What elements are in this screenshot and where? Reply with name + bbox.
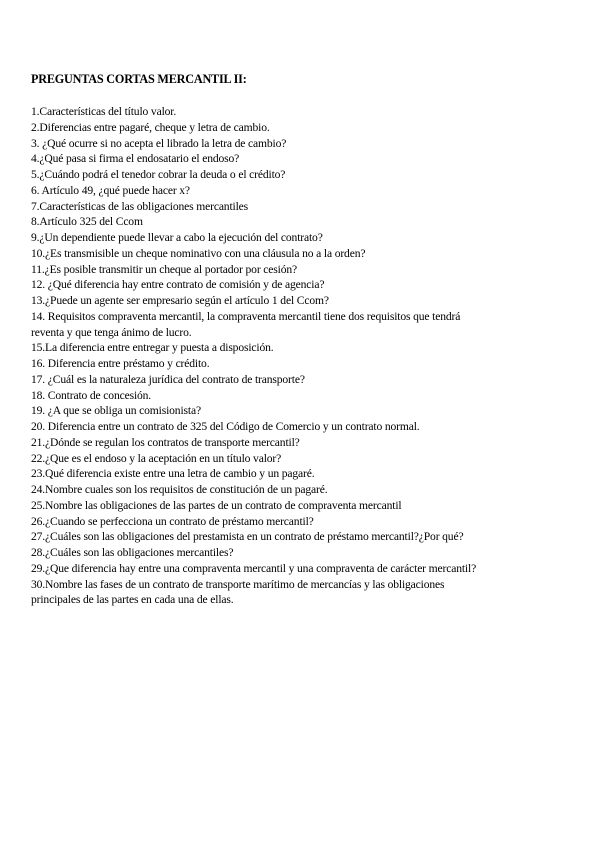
question-item: 20. Diferencia entre un contrato de 325 del Código de Comercio y un contrato normal. <box>31 420 420 433</box>
question-item: 16. Diferencia entre préstamo y crédito. <box>31 357 210 370</box>
question-item: 1.Características del título valor. <box>31 105 177 118</box>
question-item: 9.¿Un dependiente puede llevar a cabo la ejecución del contrato? <box>31 231 323 244</box>
question-list <box>31 104 571 608</box>
question-item: 23.Qué diferencia existe entre una letra de cambio y un pagaré. <box>31 467 315 481</box>
question-item: 25.Nombre las obligaciones de las partes de un contrato de compraventa mercantil <box>31 498 402 512</box>
question-item: 17. ¿Cuál es la naturaleza jurídica del contrato de transporte? <box>31 372 305 386</box>
question-item: 10.¿Es transmisible un cheque nominativo con una cláusula no a la orden? <box>31 246 366 260</box>
question-item: 8.Artículo 325 del Ccom <box>31 215 143 229</box>
question-item: 15.La diferencia entre entregar y puesta a disposición. <box>31 341 274 355</box>
question-item: 29.¿Que diferencia hay entre una compraventa mercantil y una compraventa de carácter mercantil? <box>31 561 477 575</box>
question-item: 14. Requisitos compraventa mercantil, la compraventa mercantil tiene dos requisitos que tendrá reventa y que tenga ánimo de lucro. <box>31 309 461 339</box>
question-item: 11.¿Es posible transmitir un cheque al portador por cesión? <box>31 262 297 276</box>
question-item: 28.¿Cuáles son las obligaciones mercantiles? <box>31 546 234 559</box>
question-item: 13.¿Puede un agente ser empresario según el artículo 1 del Ccom? <box>31 294 329 307</box>
question-item: 30.Nombre las fases de un contrato de transporte marítimo de mercancías y las obligaciones principales de las partes en cada una de ellas. <box>31 577 445 607</box>
question-item: 18. Contrato de concesión. <box>31 388 152 402</box>
question-item: 22.¿Que es el endoso y la aceptación en un título valor? <box>31 451 282 465</box>
question-item: 4.¿Qué pasa si firma el endosatario el endoso? <box>31 152 240 166</box>
question-item: 26.¿Cuando se perfecciona un contrato de préstamo mercantil? <box>31 514 314 528</box>
question-item: 7.Características de las obligaciones mercantiles <box>31 199 249 213</box>
question-item: 12. ¿Qué diferencia hay entre contrato de comisión y de agencia? <box>31 278 325 292</box>
question-item: 21.¿Dónde se regulan los contratos de transporte mercantil? <box>31 435 300 449</box>
question-item: 3. ¿Qué ocurre si no acepta el librado la letra de cambio? <box>31 136 287 150</box>
question-item: 2.Diferencias entre pagaré, cheque y letra de cambio. <box>31 120 270 134</box>
question-item: 24.Nombre cuales son los requisitos de constitución de un pagaré. <box>31 483 328 496</box>
question-item: 5.¿Cuándo podrá el tenedor cobrar la deuda o el crédito? <box>31 168 286 181</box>
question-item: 27.¿Cuáles son las obligaciones del prestamista en un contrato de préstamo mercantil?¿Por qué? <box>31 530 464 544</box>
question-item: 19. ¿A que se obliga un comisionista? <box>31 404 201 418</box>
document-title: PREGUNTAS CORTAS MERCANTIL II: <box>31 72 247 86</box>
question-item: 6. Artículo 49, ¿qué puede hacer x? <box>31 183 190 197</box>
